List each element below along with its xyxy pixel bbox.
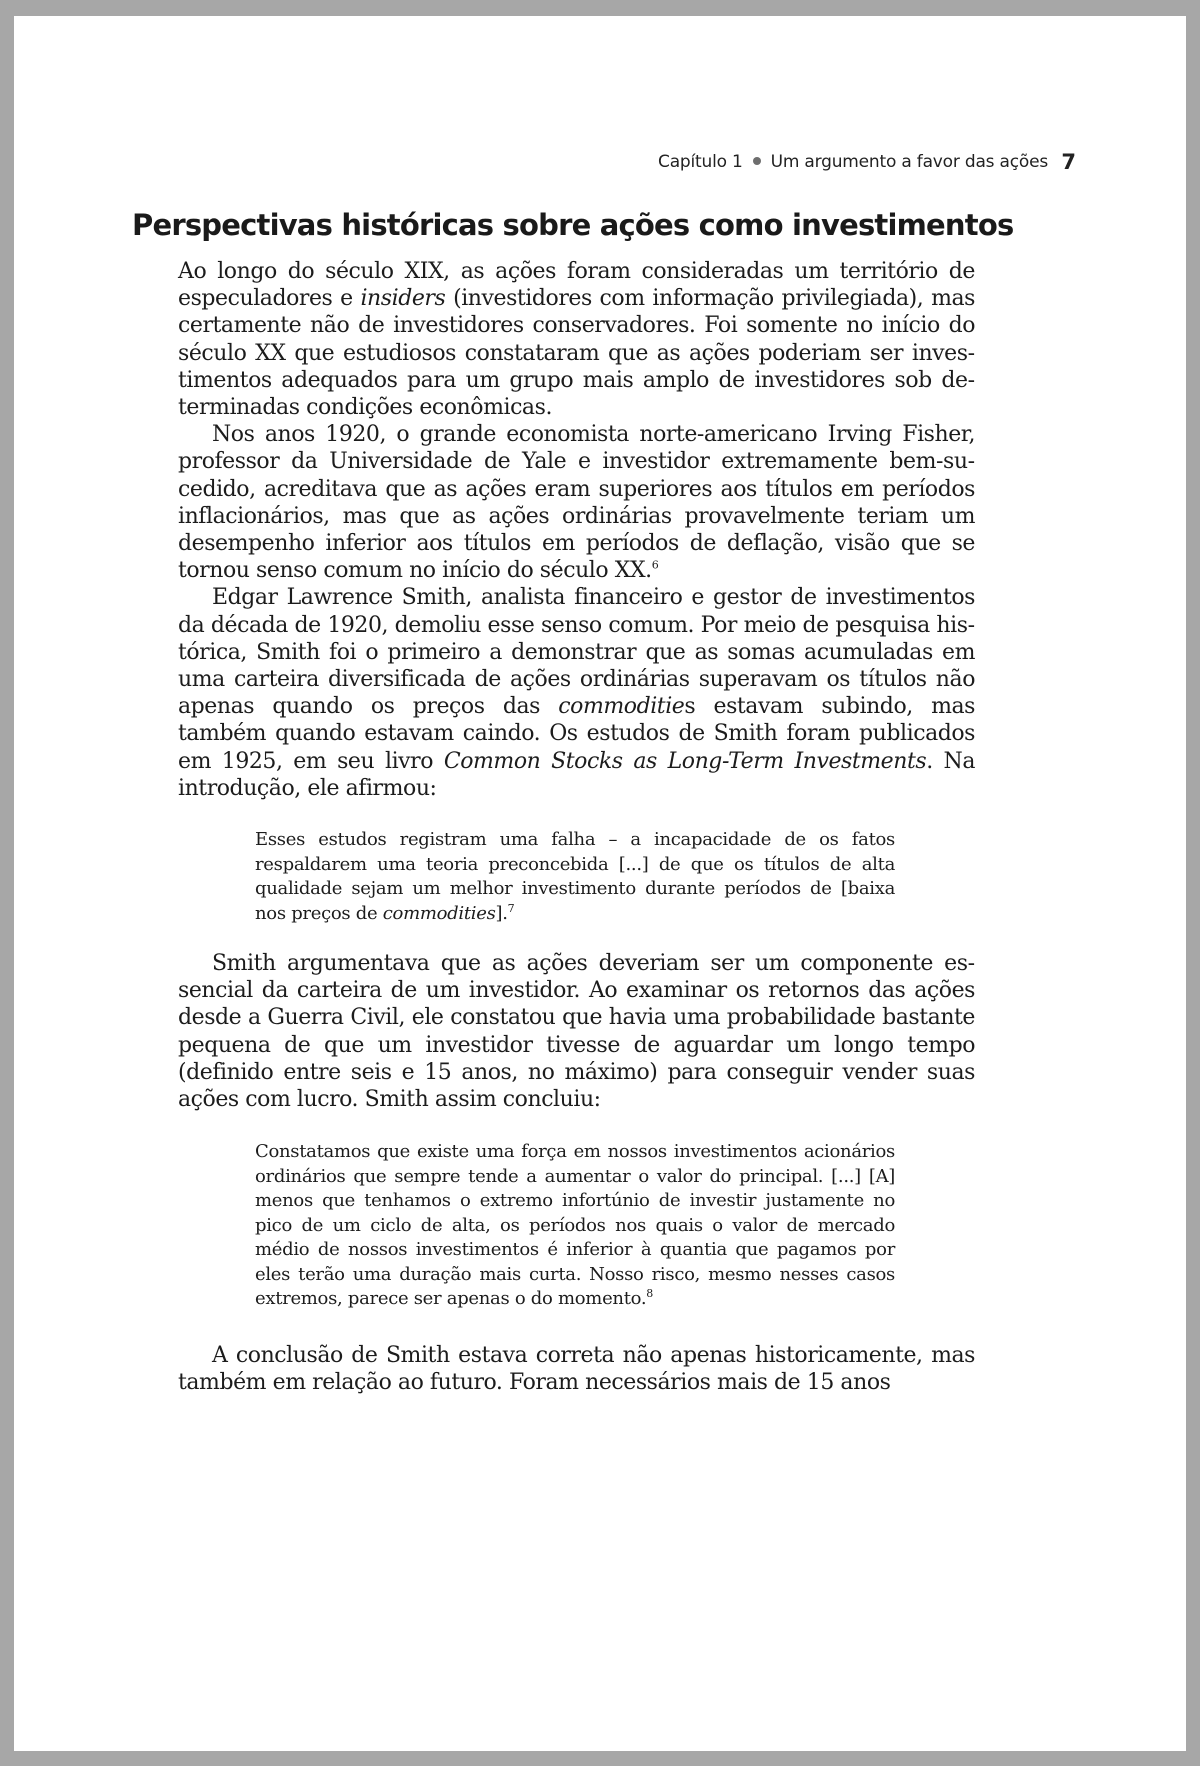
- paragraph-5: A conclusão de Smith estava correta não apenas historicamente, mas também em relação ao futuro. Foram necessários mais de 15 anos: [178, 1343, 975, 1396]
- book-page: [14, 16, 1186, 1751]
- chapter-label: Capítulo 1: [658, 152, 743, 172]
- emphasis-insiders: insiders: [360, 286, 446, 312]
- paragraph-3: Edgar Lawrence Smith, analista financeiro e gestor de investimentos da década de 1920, demoliu esse senso comum. Por meio de pesquisa histórica, Smith foi o primeiro a demonstrar que as somas acumuladas em uma carteira diversificada de ações ordinárias superavam os títulos não apenas quando os preços das commodities estavam subindo, mas também quando estavam caindo. Os estudos de Smith foram publicados em 1925, em seu livro Common Stocks as Long-Term Investments. Na introdução, ele afirmou:: [178, 585, 975, 801]
- emphasis-commodities: commoditie: [558, 694, 685, 720]
- block-quote-2: Constatamos que existe uma força em nossos investimentos acionários ordinários que sempre tende a aumentar o valor do principal. [...] [A] menos que tenhamos o extremo infortúnio de investir justamente no pico de um ciclo de alta, os períodos nos quais o valor de mercado médio de nossos investimentos é inferior à quantia que pagamos por eles terão uma duração mais curta. Nosso risco, mesmo nesses casos extremos, parece ser apenas o do momento.$^8$: [255, 1141, 895, 1309]
- bullet-separator: [753, 157, 761, 165]
- running-head-text: [658, 152, 1048, 172]
- emphasis-commodities-quote: commodities: [382, 902, 496, 924]
- block-quote-2-wrapper: [178, 1140, 975, 1312]
- footnote-ref-8: 8: [646, 1287, 653, 1300]
- book-title: Common Stocks as Long-Term Investments: [443, 748, 927, 774]
- chapter-title: Um argumento a favor das ações: [770, 152, 1048, 172]
- block-quote-1: Esses estudos registram uma falha – a incapacidade de os fatos respaldarem uma teoria preconcebida [...] de que os títulos de alta qualidade sejam um melhor investimento durante períodos de [baixa nos preços de commodities].$^7$: [255, 829, 895, 924]
- running-head: [14, 150, 1186, 178]
- paragraph-1: Ao longo do século XIX, as ações foram consideradas um território de especuladores e insiders (investidores com informação privilegiada), mas certamente não de investidores conservadores. Foi somente no início do século XX que estudiosos constataram que as ações poderiam ser investimentos adequados para um grupo mais amplo de investidores sob determinadas condições econômicas.: [178, 259, 975, 421]
- text-block-3: [178, 1342, 975, 1396]
- page-number: 7: [1061, 150, 1076, 174]
- text-block-2: [178, 950, 975, 1113]
- footnote-ref-7: 7: [507, 901, 515, 915]
- text-block-1: [178, 258, 975, 802]
- footnote-ref-6: 6: [651, 558, 659, 572]
- paragraph-4: Smith argumentava que as ações deveriam ser um componente essencial da carteira de um investidor. Ao examinar os retornos das ações desde a Guerra Civil, ele constatou que havia uma probabilidade bastante pequena de que um investidor tivesse de aguardar um longo tempo (definido entre seis e 15 anos, no máximo) para conseguir vender suas ações com lucro. Smith assim concluiu:: [178, 951, 975, 1113]
- block-quote-1-wrapper: [178, 828, 975, 926]
- section-heading: Perspectivas históricas sobre ações como investimentos: [132, 208, 1014, 242]
- paragraph-2: Nos anos 1920, o grande economista norte-americano Irving Fisher, professor da Universidade de Yale e investidor extremamente bem-sucedido, acreditava que as ações eram superiores aos títulos em períodos inflacionários, mas que as ações ordinárias provavelmente teriam um desempenho inferior aos títulos em períodos de deflação, visão que se tornou senso comum no início do século XX.$^6$: [178, 422, 975, 584]
